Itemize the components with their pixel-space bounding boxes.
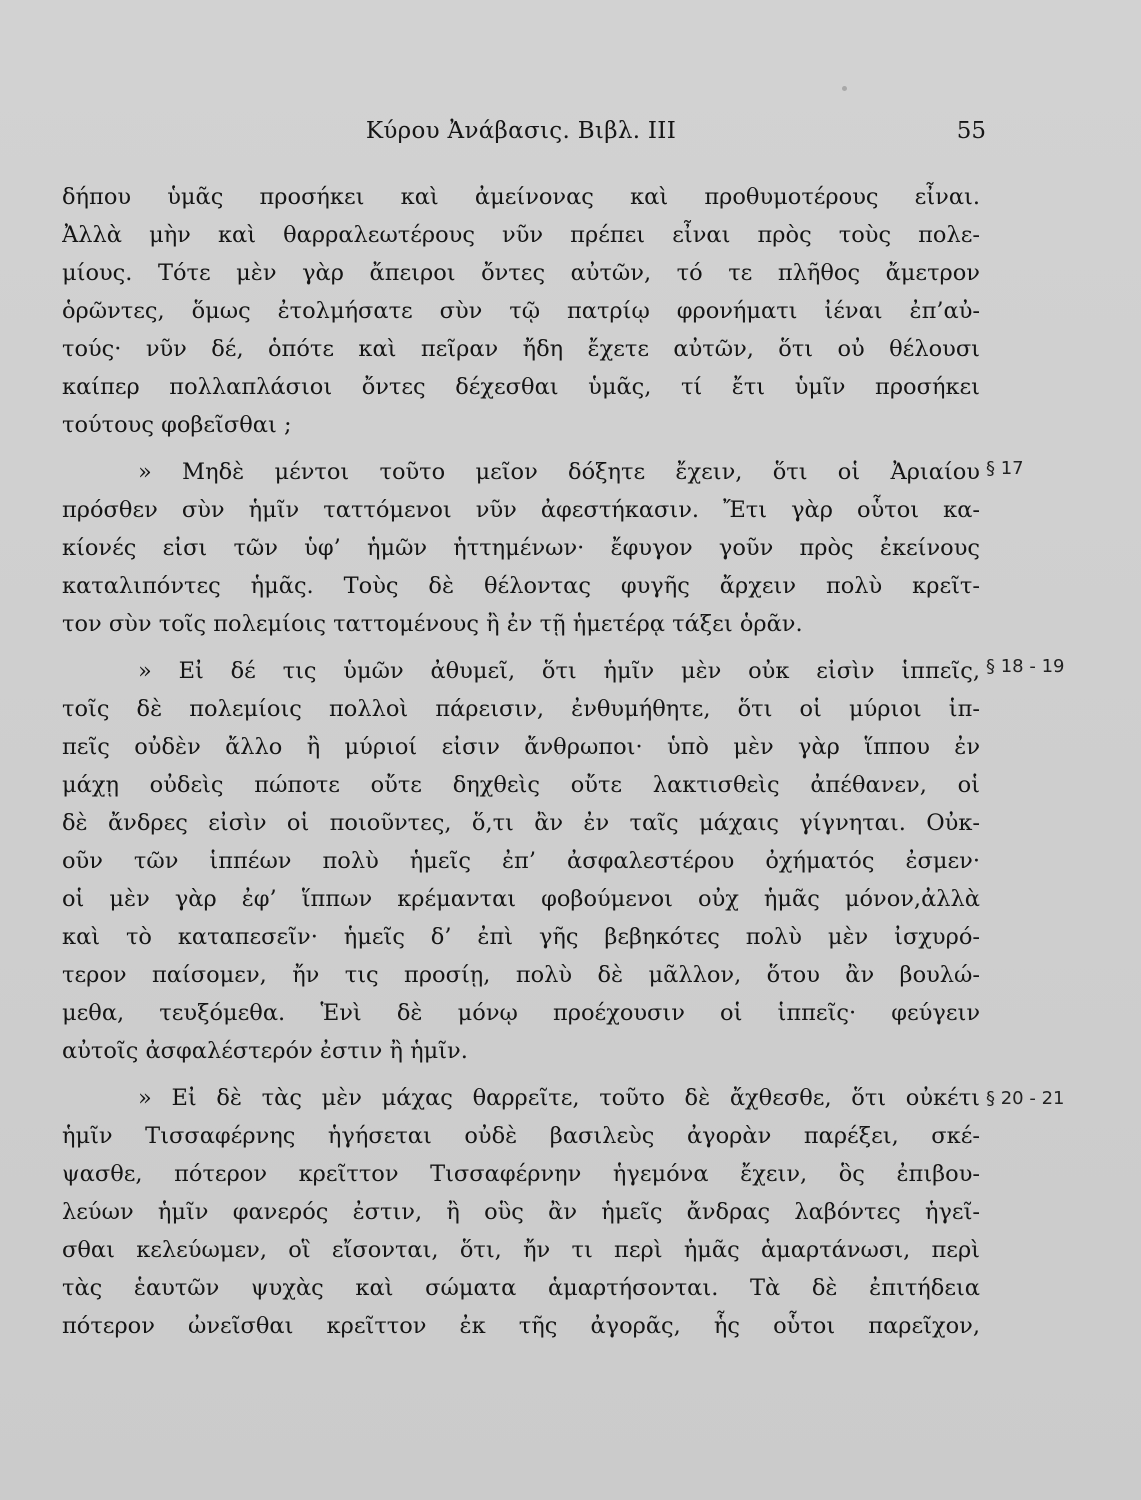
text-line: » Εἰ δὲ τὰς μὲν μάχας θαρρεῖτε, τοῦτο δὲ ἄχθεσθε, ὅτι οὐκέτι [138,1085,980,1111]
text-line: πεῖς οὐδὲν ἄλλο ἢ μύριοί εἰσιν ἄνθρωποι· ὑπὸ μὲν γὰρ ἵππου ἐν [62,734,980,760]
section-marker: § 20 - 21 [986,1088,1065,1109]
text-line: πότερον ὠνεῖσθαι κρεῖττον ἐκ τῆς ἀγορᾶς, ἧς οὗτοι παρεῖχον, [62,1313,980,1339]
text-line: λεύων ἡμῖν φανερός ἐστιν, ἢ οὓς ἂν ἡμεῖς ἄνδρας λαβόντες ἡγεῖ- [62,1199,980,1225]
text-line: μεθα, τευξόμεθα. Ἑνὶ δὲ μόνῳ προέχουσιν οἱ ἱππεῖς· φεύγειν [62,1000,980,1026]
text-line: πρόσθεν σὺν ἡμῖν ταττόμενοι νῦν ἀφεστήκασιν. Ἔτι γὰρ οὗτοι κα- [62,497,980,523]
text-line: τερον παίσομεν, ἤν τις προσίῃ, πολὺ δὲ μᾶλλον, ὅτου ἂν βουλώ- [62,962,980,988]
text-line: ψασθε, πότερον κρεῖττον Τισσαφέρνην ἡγεμόνα ἔχειν, ὃς ἐπιβου- [62,1161,980,1187]
text-line: » Μηδὲ μέντοι τοῦτο μεῖον δόξητε ἔχειν, ὅτι οἱ Ἀριαίου [138,459,980,485]
section-marker: § 18 - 19 [986,656,1065,677]
paper-speck [842,86,847,91]
text-line: σθαι κελεύωμεν, οἳ εἴσονται, ὅτι, ἤν τι περὶ ἡμᾶς ἁμαρτάνωσι, περὶ [62,1237,980,1263]
text-line: τοῖς δὲ πολεμίοις πολλοὶ πάρεισιν, ἐνθυμήθητε, ὅτι οἱ μύριοι ἱπ- [62,696,980,722]
text-line: μάχῃ οὐδεὶς πώποτε οὔτε δηχθεὶς οὔτε λακτισθεὶς ἀπέθανεν, οἱ [62,772,980,798]
text-line: ἡμῖν Τισσαφέρνης ἡγήσεται οὐδὲ βασιλεὺς ἀγορὰν παρέξει, σκέ- [62,1123,980,1149]
text-line: κίονές εἰσι τῶν ὑφ’ ἡμῶν ἡττημένων· ἔφυγον γοῦν πρὸς ἐκείνους [62,535,980,561]
text-line: οἱ μὲν γὰρ ἐφ’ ἵππων κρέμανται φοβούμενοι οὐχ ἡμᾶς μόνον,ἀλλὰ [62,886,980,912]
text-line: καίπερ πολλαπλάσιοι ὄντες δέχεσθαι ὑμᾶς, τί ἔτι ὑμῖν προσήκει [62,374,980,400]
text-line: τὰς ἑαυτῶν ψυχὰς καὶ σώματα ἁμαρτήσονται. Τὰ δὲ ἐπιτήδεια [62,1275,980,1301]
page-number: 55 [956,118,986,144]
running-title: Κύρου Ἀνάβασις. Βιβλ. III [365,118,677,144]
text-line: τούτους φοβεῖσθαι ; [62,412,292,438]
page-header [62,118,986,154]
text-line: τον σὺν τοῖς πολεμίοις ταττομένους ἢ ἐν τῇ ἡμετέρᾳ τάξει ὁρᾶν. [62,611,803,637]
text-line: οῦν τῶν ἱππέων πολὺ ἡμεῖς ἐπ’ ἀσφαλεστέρου ὀχήματός ἐσμεν· [62,848,980,874]
text-line: τούς· νῦν δέ, ὁπότε καὶ πεῖραν ἤδη ἔχετε αὐτῶν, ὅτι οὐ θέλουσι [62,336,980,362]
section-marker: § 17 [986,458,1024,479]
text-line: δὲ ἄνδρες εἰσὶν οἱ ποιοῦντες, ὅ,τι ἂν ἐν ταῖς μάχαις γίγνηται. Οὐκ- [62,810,980,836]
body-text [62,178,980,1345]
text-line: καὶ τὸ καταπεσεῖν· ἡμεῖς δ’ ἐπὶ γῆς βεβηκότες πολὺ μὲν ἰσχυρό- [62,924,980,950]
text-line: ὁρῶντες, ὅμως ἐτολμήσατε σὺν τῷ πατρίῳ φρονήματι ἰέναι ἐπ’αὐ- [62,298,980,324]
text-line: μίους. Τότε μὲν γὰρ ἄπειροι ὄντες αὐτῶν, τό τε πλῆθος ἄμετρον [62,260,980,286]
text-line: καταλιπόντες ἡμᾶς. Τοὺς δὲ θέλοντας φυγῆς ἄρχειν πολὺ κρεῖτ- [62,573,980,599]
text-line: αὐτοῖς ἀσφαλέστερόν ἐστιν ἢ ἡμῖν. [62,1038,468,1064]
text-line: » Εἰ δέ τις ὑμῶν ἀθυμεῖ, ὅτι ἡμῖν μὲν οὐκ εἰσὶν ἱππεῖς, [138,658,980,684]
text-line: Ἀλλὰ μὴν καὶ θαρραλεωτέρους νῦν πρέπει εἶναι πρὸς τοὺς πολε- [62,222,980,248]
text-line: δήπου ὑμᾶς προσήκει καὶ ἀμείνονας καὶ προθυμοτέρους εἶναι. [62,184,980,210]
